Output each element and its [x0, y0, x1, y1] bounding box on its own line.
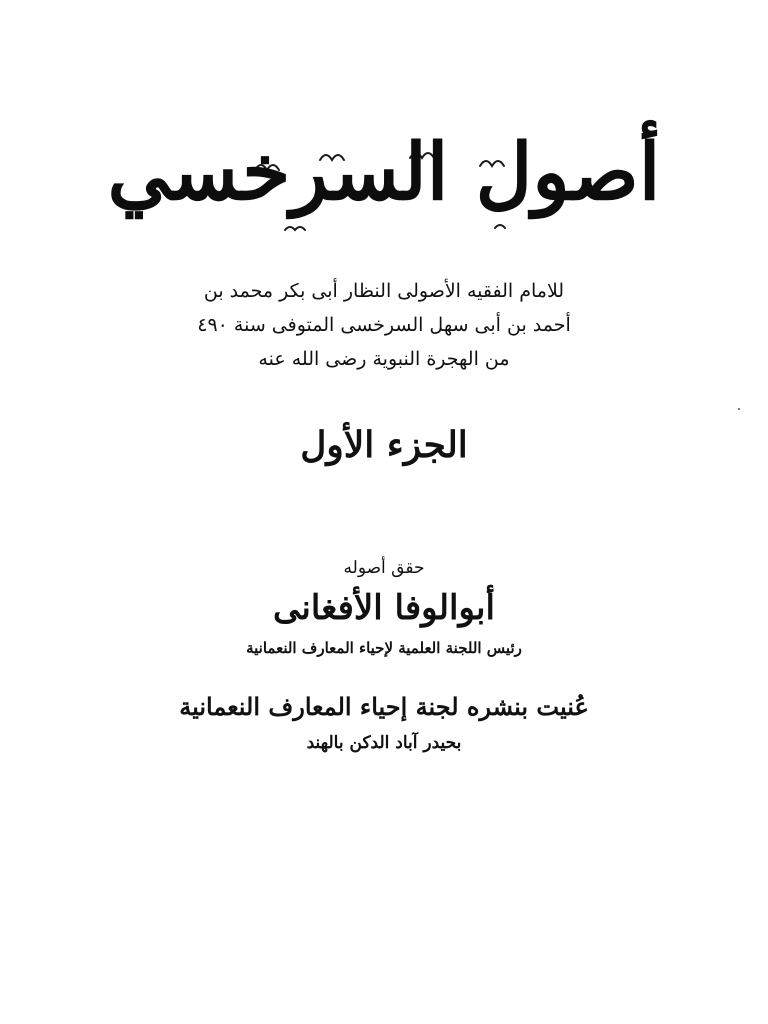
editor-name: أبوالوفا الأفغانى	[273, 588, 495, 628]
author-line-2: أحمد بن أبى سهل السرخسى المتوفى سنة ٤٩٠	[197, 314, 571, 336]
author-line-3: من الهجرة النبوية رضى الله عنه	[258, 348, 510, 370]
edited-by-label: حقق أصوله	[343, 558, 425, 578]
volume-label: الجزء الأول	[300, 424, 468, 466]
book-title: أصول السرخسي	[107, 127, 661, 218]
publisher-location: بحيدر آباد الدكن بالهند	[306, 733, 462, 753]
editor-role: رئيس اللجنة العلمية لإحياء المعارف النعمانية	[246, 639, 522, 657]
paper-speck	[738, 408, 740, 410]
author-line-1: للامام الفقيه الأصولى النظار أبى بكر محمد بن	[203, 280, 565, 302]
publisher-line: عُنيت بنشره لجنة إحياء المعارف النعمانية	[179, 692, 589, 721]
